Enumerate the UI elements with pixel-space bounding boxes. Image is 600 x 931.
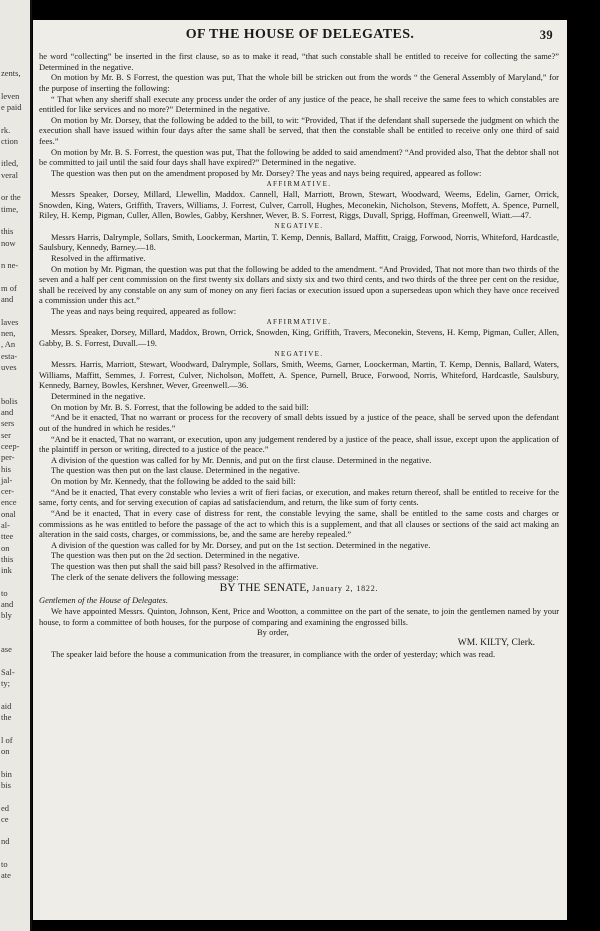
adjacent-page-strip — [0, 0, 32, 931]
margin-fragment: bolis — [1, 395, 18, 406]
salutation-text: Gentlemen of the House of Delegates. — [39, 595, 168, 606]
margin-fragment: his — [1, 463, 11, 474]
margin-fragment: zents, — [1, 68, 21, 78]
paragraph: The question was then put shall the said bill pass? Resolved in the affirmative. — [51, 561, 319, 571]
signature: WM. KILTY, Clerk. — [457, 637, 535, 648]
paragraph: “ That when any sheriff shall execute any process under the order of any justice of the peace, he shall receive the same fees to which constables are entitled for like services and no more?” Determined in the negative. — [39, 93, 559, 115]
margin-fragment: esta- — [1, 350, 18, 361]
margin-fragment: ed — [1, 802, 10, 813]
margin-fragment: on — [1, 746, 10, 756]
vote-result: Resolved in the affirmative. — [51, 252, 146, 263]
page-header — [33, 20, 567, 51]
margin-fragment: ence — [1, 497, 17, 508]
margin-fragment: bis — [1, 779, 11, 790]
margin-fragment: on — [1, 542, 10, 553]
paragraph: The question was then put on the 2d section. Determined in the negative. — [51, 550, 300, 561]
paragraph: he word “collecting” be inserted in the first clause, so as to make it read, “that such constable shall be entitled to receive for collecting the same?” Determined in the negative. — [39, 51, 559, 72]
senate-heading — [39, 582, 559, 595]
margin-fragment: n ne- — [1, 260, 19, 271]
margin-fragment: e paid — [1, 101, 22, 112]
paragraph: The clerk of the senate delivers the following message: — [51, 571, 239, 582]
margin-fragment: al- — [1, 520, 10, 530]
margin-fragment: the — [1, 712, 12, 723]
paragraph: On motion by Mr. B. S Forrest, the question was put, That the whole bill be stricken out from the words “ the General Assembly of Maryland,” for the purpose of inserting the following: — [39, 72, 559, 93]
paragraph: “And be it enacted, That every constable who levies a writ of fieri facias, or execution, and makes return thereof, shall be entitled to receive for the same, forty cents, and for serving execution of capias ad satisfaciendum, and return, the like sum of forty cents. — [39, 486, 559, 508]
margin-fragment: onal — [1, 508, 16, 519]
paragraph: “And be it enacted, That in every case of distress for rent, the constable levying the same, shall be entitled to the same costs and charges or commissions as he was entitled to before the passage of the act to which this is a supplement, and that all clauses or sections of the said act making an alteration in the said costs, charges, or commissions, be, and the same are hereby repealed.” — [39, 507, 559, 540]
margin-fragment: ty; — [1, 678, 10, 689]
margin-fragment: time, — [1, 203, 19, 214]
document-page — [33, 20, 567, 920]
page-number: 39 — [539, 28, 553, 42]
margin-fragment: ceep- — [1, 440, 20, 451]
margin-fragment: , An — [1, 339, 16, 350]
margin-fragment: veral — [1, 169, 18, 180]
paragraph: The question was then put on the amendment proposed by Mr. Dorsey? The yeas and nays being required, appeared as follow: — [51, 167, 482, 178]
margin-fragment: Sal- — [1, 666, 15, 677]
paragraph: On motion by Mr. B. S. Forrest, the question was put, That the following be added to said amendment? “And provided also, That the debtor shall not be committed to jail until the said four days shall have expired?” Determined in the negative. — [39, 146, 559, 168]
margin-fragment: leven — [1, 90, 20, 101]
margin-fragment: to — [1, 587, 8, 598]
paragraph: The question was then put on the last clause. Determined in the negative. — [51, 465, 300, 476]
page-body — [33, 51, 567, 659]
margin-fragment: cer- — [1, 486, 15, 497]
paragraph: On motion by Mr. B. S. Forrest, that the following be added to the said bill: — [51, 401, 309, 412]
paragraph: “And be it enacted, That no warrant or process for the recovery of small debts issued by a justice of the peace, shall be served upon the defendant out of the hundred in which he resides.” — [39, 412, 559, 433]
paragraph: A division of the question was called for by Mr. Dorsey, and put on the 1st section. Determined in the negative. — [51, 539, 431, 550]
margin-fragment: rk. — [1, 124, 11, 135]
by-order: By order, — [257, 627, 289, 638]
margin-fragment: this — [1, 226, 14, 237]
closing-paragraph: The speaker laid before the house a communication from the treasurer, in compliance with the order of yesterday; which was read. — [51, 648, 496, 659]
margin-fragment: and — [1, 294, 14, 304]
margin-fragment: laves — [1, 316, 19, 327]
margin-fragment: to — [1, 859, 8, 869]
vote-list-negative: Messrs. Harris, Marriott, Stewart, Woodward, Dalrymple, Sollars, Smith, Weems, Garner, Loockerman, Martin, T. Kemp, Dennis, Ballard, Waters, Williams, Maffitt, Semmes, J. Forrest, Culver, Nicholson, Moffett, A. Spence, Purnell, Bruce, Forwood, Norris, Whiteford, Hardcastle, Saulsbury, Kennedy, Barney, Bowles, Kershner, Wever, Greenwell.—36. — [39, 359, 559, 391]
vote-list-negative: Messrs Harris, Dalrymple, Sollars, Smith, Loockerman, Martin, T. Kemp, Dennis, Ballard, Maffitt, Craigg, Forwood, Norris, Whiteford, Hardcastle, Saulsbury, Kennedy, Barney.—18. — [39, 231, 559, 253]
margin-fragment: and — [1, 407, 14, 417]
paragraph: A division of the question was called for by Mr. Dennis, and put on the first clause. Determined in the negative. — [51, 454, 432, 465]
vote-list-affirmative: Messrs Speaker, Dorsey, Millard, Llewellin, Maddox. Cannell, Hall, Marriott, Brown, Stewart, Woodward, Weems, Edelin, Garner, Orrick, Snowden, King, Waters, Griffith, Travers, Williams, J. Forrest, Culver, Carroll, Hughes, Meconekin, Nicholson, Stevens, Moffett, A. Spence, Purnell, Riley, H. Kemp, Pigman, Culler, Allen, Bowles, Gabby, Kershner, Wever, B. S. Forrest, Riggs, Duvall, Sprigg, Hoffman, Greenwell, Wiatt.—47. — [39, 189, 559, 221]
vote-heading-affirmative: AFFIRMATIVE. — [266, 317, 332, 326]
margin-fragment: ink — [1, 565, 12, 576]
margin-fragment: per- — [1, 452, 15, 463]
margin-fragment: this — [1, 553, 14, 564]
margin-fragment: ttee — [1, 531, 14, 542]
margin-fragment: jal- — [1, 474, 13, 485]
margin-fragment: ate — [1, 870, 11, 881]
margin-fragment: uves — [1, 361, 17, 372]
running-title: OF THE HOUSE OF DELEGATES. — [185, 27, 415, 42]
senate-salutation — [39, 595, 559, 606]
paragraph: On motion by Mr. Dorsey, that the following be added to the bill, to wit: “Provided, That if the defendant shall supersede the judgment on which the execution shall have issued within four days after the same shall be served, that then the constable shall be entitled to receive only one third of said fees.” — [39, 114, 559, 146]
vote-heading-negative: NEGATIVE. — [274, 222, 324, 230]
margin-fragment: ce — [1, 813, 9, 824]
senate-heading-prefix: BY THE SENATE, — [219, 582, 310, 595]
paragraph: On motion by Mr. Pigman, the question was put that the following be added to the amendment. “And Provided, That not more than two thirds of the seven and a half per cent commission on the first twenty six dollars and sixty six and two third cents, and two thirds of the three per cent on the residue, shall be received by any constable on any sum of money on any fieri facias or execution issued upon a supersedeas upon which they have once received a commission under this act.” — [39, 263, 559, 306]
paragraph: On motion by Mr. Kennedy, that the following be added to the said bill: — [51, 476, 296, 486]
margin-fragment: sers — [1, 418, 15, 429]
margin-fragment: now — [1, 237, 16, 248]
vote-heading-negative: NEGATIVE. — [274, 349, 324, 358]
vote-result: Determined in the negative. — [51, 391, 146, 401]
margin-fragment: bin — [1, 768, 12, 779]
margin-fragment: and — [1, 599, 14, 610]
margin-fragment: ction — [1, 135, 18, 146]
paragraph: “And be it enacted, That no warrant, or execution, upon any judgement rendered by a justice of the peace, shall issue, except upon the application of the plaintiff in person or writing, directed to a justice of the peace.” — [39, 433, 559, 455]
margin-fragment: itled, — [1, 158, 19, 169]
senate-message: We have appointed Messrs. Quinton, Johnson, Kent, Price and Wootton, a committee on the part of the senate, to join the gentlemen named by your house, to form a committee of both houses, for the purpose of comparing and examining the engrossed bills. — [39, 605, 559, 627]
vote-list-affirmative: Messrs. Speaker, Dorsey, Millard, Maddox, Brown, Orrick, Snowden, King, Griffith, Travers, Meconekin, Stevens, H. Kemp, Pigman, Culler, Allen, Gabby, B. S. Forrest, Duvall.—19. — [39, 327, 559, 348]
vote-heading-affirmative: AFFIRMATIVE. — [266, 179, 332, 188]
margin-fragment: bly — [1, 610, 12, 621]
margin-fragment: nd — [1, 836, 10, 847]
margin-fragment: l of — [1, 734, 13, 745]
margin-fragment: or the — [1, 192, 21, 203]
margin-fragment: aid — [1, 700, 12, 711]
margin-fragment: m of — [1, 282, 17, 293]
margin-fragment: nen, — [1, 327, 16, 338]
margin-fragment: ser — [1, 429, 11, 440]
paragraph: The yeas and nays being required, appeared as follow: — [51, 306, 237, 316]
margin-fragment: ase — [1, 644, 12, 655]
senate-heading-date: January 2, 1822. — [312, 584, 379, 594]
